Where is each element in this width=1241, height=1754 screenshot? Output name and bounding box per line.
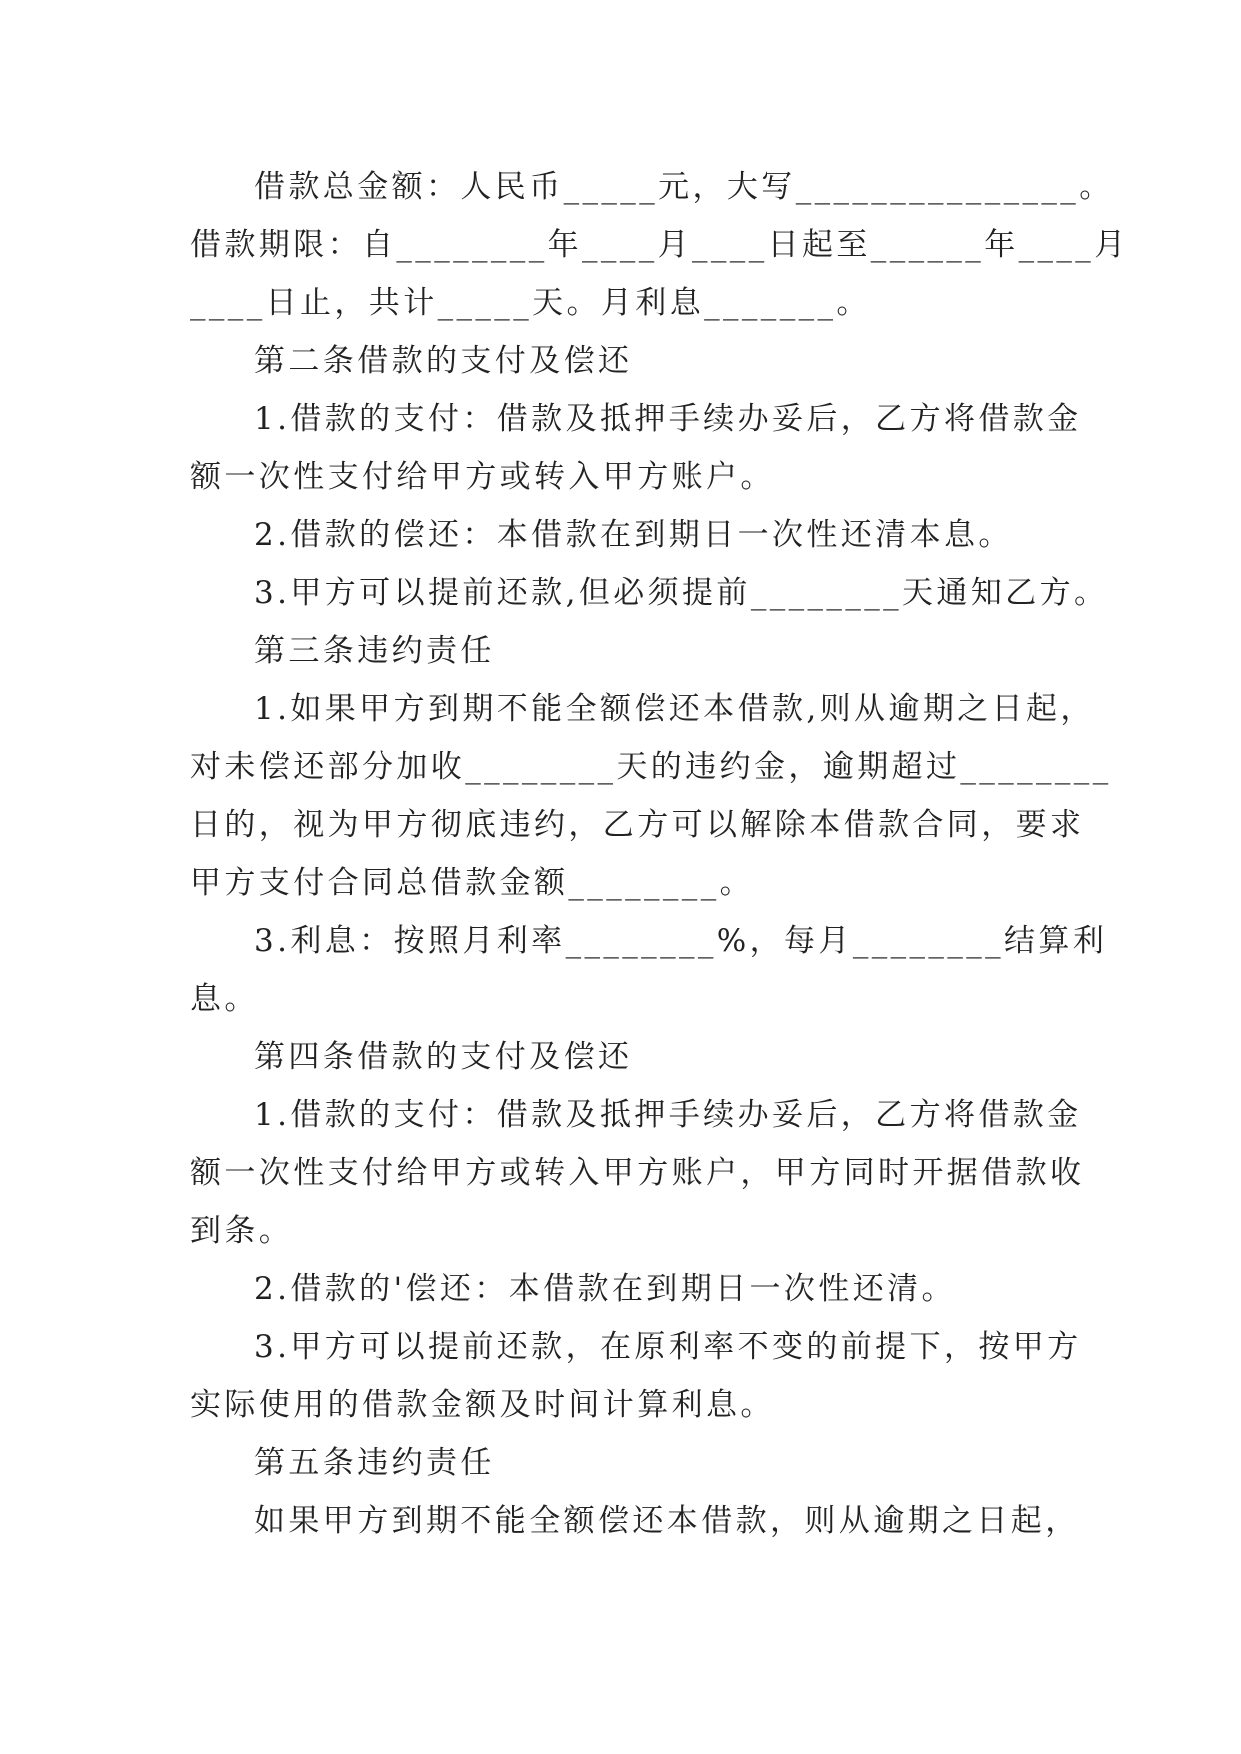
document-body (190, 158, 1129, 1550)
article-3-heading: 第三条违约责任 (254, 633, 495, 669)
article-2-clause-1: 1.借款的支付：借款及抵押手续办妥后，乙方将借款金 (254, 401, 1082, 437)
article-4-clause-1: 1.借款的支付：借款及抵押手续办妥后，乙方将借款金 (254, 1097, 1082, 1133)
article-4-clause-1-cont-a: 额一次性支付给甲方或转入甲方账户，甲方同时开据借款收 (190, 1155, 1085, 1191)
article-4-clause-3: 3.甲方可以提前还款，在原利率不变的前提下，按甲方 (254, 1329, 1082, 1365)
article-4-heading: 第四条借款的支付及偿还 (254, 1039, 633, 1075)
article-4-clause-1-cont-b: 到条。 (190, 1213, 294, 1249)
article-2-clause-3: 3.甲方可以提前还款,但必须提前________天通知乙方。 (254, 575, 1109, 611)
article-3-clause-3: 3.利息：按照月利率________%，每月________结算利 (254, 923, 1108, 959)
article-5-body: 如果甲方到期不能全额偿还本借款，则从逾期之日起， (254, 1503, 1080, 1539)
article-2-clause-2: 2.借款的偿还：本借款在到期日一次性还清本息。 (254, 517, 1013, 553)
article-5-heading: 第五条违约责任 (254, 1445, 495, 1481)
article-3-clause-3-cont: 息。 (190, 981, 259, 1017)
loan-amount-line: 借款总金额：人民币_____元，大写_______________。 (254, 169, 1114, 205)
article-3-clause-1-cont-c: 甲方支付合同总借款金额________。 (190, 865, 754, 901)
loan-term-line-cont: ____日止，共计_____天。月利息_______。 (190, 285, 871, 321)
article-3-clause-1: 1.如果甲方到期不能全额偿还本借款,则从逾期之日起， (254, 691, 1095, 727)
article-3-clause-1-cont-a: 对未偿还部分加收________天的违约金，逾期超过________ (190, 749, 1112, 785)
loan-term-line: 借款期限：自________年____月____日起至______年____月 (190, 227, 1129, 263)
article-2-clause-1-cont: 额一次性支付给甲方或转入甲方账户。 (190, 459, 775, 495)
article-2-heading: 第二条借款的支付及偿还 (254, 343, 633, 379)
article-3-clause-1-cont-b: 日的，视为甲方彻底违约，乙方可以解除本借款合同，要求 (190, 807, 1085, 843)
article-4-clause-2: 2.借款的'偿还：本借款在到期日一次性还清。 (254, 1271, 956, 1307)
article-4-clause-3-cont: 实际使用的借款金额及时间计算利息。 (190, 1387, 775, 1423)
